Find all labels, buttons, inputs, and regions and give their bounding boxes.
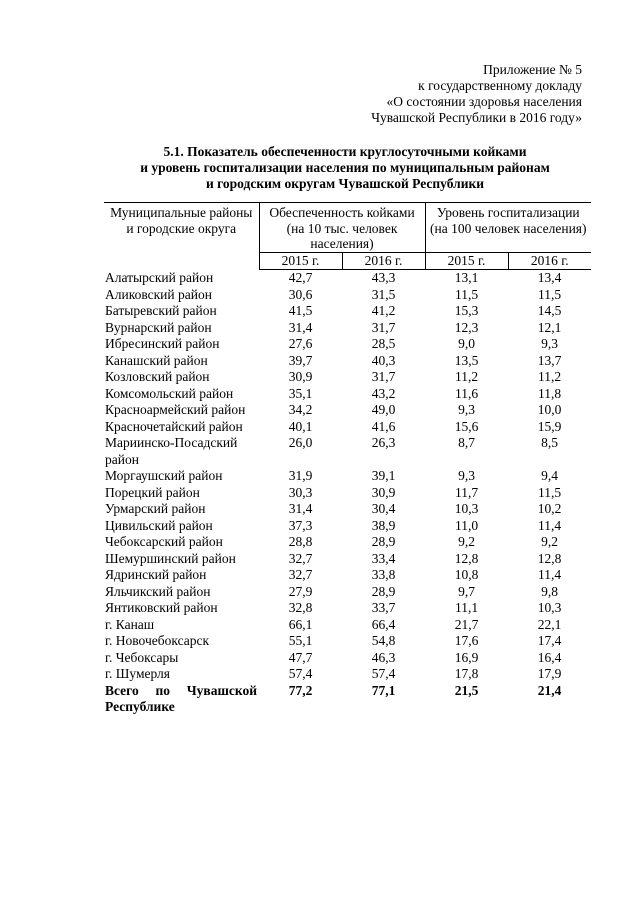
beds-2016-cell: 33,7 — [371, 600, 396, 615]
region-name-cell: Урмарский район — [105, 501, 206, 516]
hospitalization-2015-cell: 9,3 — [458, 468, 475, 483]
hospitalization-2015-cell: 9,3 — [458, 402, 475, 417]
region-name-cell: Мариинско-Посадский район — [105, 435, 238, 467]
beds-2016-cell: 31,7 — [371, 369, 396, 384]
beds-2016-cell: 31,7 — [371, 319, 396, 335]
title-line: и городским округам Чувашской Республики — [205, 176, 485, 191]
table-title — [104, 144, 586, 192]
header-year: 2015 г. — [425, 252, 508, 270]
hospitalization-2016-cell: 9,4 — [541, 468, 558, 483]
hospitalization-2015-cell: 15,6 — [454, 418, 479, 434]
region-name-cell: г. Канаш — [105, 616, 155, 632]
region-name-cell: г. Шумерля — [105, 666, 171, 681]
beds-2015-cell: 55,1 — [288, 633, 313, 648]
hospitalization-2016-cell: 9,3 — [541, 336, 558, 351]
table-row — [104, 551, 591, 568]
table-row — [104, 485, 591, 502]
table-row — [104, 567, 591, 584]
hospitalization-2016-cell: 13,4 — [537, 270, 562, 285]
region-name-cell: Красночетайский район — [105, 418, 243, 434]
beds-2016-cell: 57,4 — [371, 666, 396, 681]
total-row — [104, 683, 591, 716]
beds-2015-cell: 37,3 — [288, 517, 313, 533]
hospitalization-2016-cell: 11,5 — [537, 286, 562, 302]
table-row — [104, 353, 591, 370]
beds-2016-cell: 43,2 — [371, 385, 396, 401]
table-row — [104, 435, 591, 468]
beds-2016-cell: 28,9 — [371, 534, 396, 549]
table-row — [104, 386, 591, 403]
statistics-table — [104, 202, 591, 716]
hospitalization-2016-cell: 12,8 — [537, 550, 562, 566]
appendix-line: «О состоянии здоровья населения — [386, 94, 582, 109]
beds-2016-cell: 26,3 — [371, 435, 396, 450]
region-name-cell: Ядринский район — [105, 567, 207, 582]
hospitalization-2016-cell: 13,7 — [537, 352, 562, 368]
table-row — [104, 501, 591, 518]
hospitalization-2016-cell: 8,5 — [541, 435, 558, 450]
hospitalization-2016-cell: 21,4 — [537, 682, 562, 698]
header-year: 2016 г. — [508, 252, 591, 270]
hospitalization-2015-cell: 9,7 — [458, 583, 475, 599]
hospitalization-2015-cell: 12,3 — [454, 319, 479, 335]
beds-2015-cell: 30,3 — [288, 484, 313, 500]
region-name-cell: Всего по Чувашской Республике — [105, 682, 257, 714]
beds-2015-cell: 31,4 — [288, 319, 313, 335]
beds-2015-cell: 66,1 — [288, 616, 313, 632]
appendix-line: к государственному докладу — [418, 78, 582, 93]
hospitalization-2016-cell: 17,9 — [537, 666, 562, 681]
hospitalization-2016-cell: 16,4 — [537, 649, 562, 665]
hospitalization-2015-cell: 11,0 — [454, 517, 479, 533]
beds-2015-cell: 39,7 — [288, 352, 313, 368]
beds-2015-cell: 30,6 — [288, 286, 313, 302]
beds-2015-cell: 34,2 — [288, 402, 313, 417]
hospitalization-2016-cell: 15,9 — [537, 418, 562, 434]
region-name-cell: Цивильский район — [105, 517, 213, 533]
hospitalization-2016-cell: 11,4 — [537, 567, 562, 582]
table-row — [104, 584, 591, 601]
beds-2015-cell: 35,1 — [288, 385, 313, 401]
beds-2016-cell: 41,6 — [371, 418, 396, 434]
region-name-cell: Янтиковский район — [105, 600, 218, 615]
table-row — [104, 633, 591, 650]
hospitalization-2015-cell: 9,2 — [458, 534, 475, 549]
header-region: Муниципальные районы и городские округа — [104, 203, 259, 270]
title-line: и уровень госпитализации населения по муниципальным районам — [140, 160, 550, 175]
region-name-cell: Ибресинский район — [105, 336, 220, 351]
region-name-cell: Красноармейский район — [105, 402, 246, 417]
beds-2015-cell: 57,4 — [288, 666, 313, 681]
table-row — [104, 617, 591, 634]
beds-2015-cell: 30,9 — [288, 369, 313, 384]
hospitalization-2016-cell: 11,4 — [537, 517, 562, 533]
hospitalization-2016-cell: 14,5 — [537, 303, 562, 318]
beds-2015-cell: 32,7 — [288, 567, 313, 582]
beds-2016-cell: 77,1 — [371, 682, 396, 698]
region-name-cell: г. Чебоксары — [105, 649, 179, 665]
table-row — [104, 468, 591, 485]
table-row — [104, 402, 591, 419]
header-year: 2016 г. — [342, 252, 425, 270]
hospitalization-2015-cell: 11,7 — [454, 484, 479, 500]
header-beds: Обеспеченность койками (на 10 тыс. человек населения) — [259, 203, 425, 253]
hospitalization-2015-cell: 15,3 — [454, 303, 479, 318]
table-row — [104, 303, 591, 320]
beds-2015-cell: 40,1 — [288, 418, 313, 434]
hospitalization-2015-cell: 11,5 — [454, 286, 479, 302]
beds-2016-cell: 30,4 — [371, 501, 396, 516]
beds-2015-cell: 27,9 — [288, 583, 313, 599]
beds-2016-cell: 33,8 — [371, 567, 396, 582]
hospitalization-2015-cell: 21,5 — [454, 682, 479, 698]
hospitalization-2015-cell: 11,6 — [454, 385, 479, 401]
beds-2016-cell: 28,5 — [371, 336, 396, 351]
table-row — [104, 534, 591, 551]
hospitalization-2016-cell: 9,8 — [541, 583, 558, 599]
beds-2016-cell: 49,0 — [371, 402, 396, 417]
table-row — [104, 320, 591, 337]
hospitalization-2015-cell: 13,5 — [454, 352, 479, 368]
region-name-cell: Чебоксарский район — [105, 534, 223, 549]
region-name-cell: Алатырский район — [105, 269, 214, 285]
beds-2016-cell: 30,9 — [371, 484, 396, 500]
table-row — [104, 336, 591, 353]
hospitalization-2015-cell: 21,7 — [454, 616, 479, 632]
table-row — [104, 666, 591, 683]
beds-2016-cell: 46,3 — [371, 649, 396, 665]
beds-2016-cell: 41,2 — [371, 303, 396, 318]
hospitalization-2016-cell: 10,2 — [537, 501, 562, 516]
beds-2015-cell: 32,7 — [288, 550, 313, 566]
region-name-cell: Батыревский район — [105, 303, 217, 318]
beds-2015-cell: 31,9 — [288, 468, 313, 483]
appendix-line: Чувашской Республики в 2016 году» — [371, 110, 582, 125]
beds-2015-cell: 41,5 — [288, 303, 313, 318]
hospitalization-2016-cell: 11,5 — [537, 484, 562, 500]
beds-2016-cell: 40,3 — [371, 352, 396, 368]
hospitalization-2016-cell: 17,4 — [537, 633, 562, 648]
hospitalization-2015-cell: 16,9 — [454, 649, 479, 665]
hospitalization-2016-cell: 10,3 — [537, 600, 562, 615]
hospitalization-2015-cell: 8,7 — [458, 435, 475, 450]
table-row — [104, 369, 591, 386]
appendix-line: Приложение № 5 — [483, 62, 582, 77]
table-row — [104, 600, 591, 617]
header-hospitalization: Уровень госпитализации (на 100 человек населения) — [425, 203, 591, 253]
hospitalization-2015-cell: 9,0 — [458, 336, 475, 351]
beds-2016-cell: 43,3 — [371, 270, 396, 285]
hospitalization-2015-cell: 10,3 — [454, 501, 479, 516]
region-name-cell: Аликовский район — [105, 286, 212, 302]
hospitalization-2016-cell: 11,8 — [537, 385, 562, 401]
hospitalization-2015-cell: 11,1 — [454, 600, 479, 615]
hospitalization-2015-cell: 11,2 — [454, 369, 479, 384]
beds-2016-cell: 39,1 — [371, 468, 396, 483]
table-row — [104, 270, 591, 287]
appendix-header — [371, 62, 582, 126]
table-row — [104, 518, 591, 535]
beds-2016-cell: 54,8 — [371, 633, 396, 648]
beds-2016-cell: 38,9 — [371, 517, 396, 533]
region-name-cell: Порецкий район — [105, 484, 200, 500]
table-row — [104, 419, 591, 436]
hospitalization-2015-cell: 10,8 — [454, 567, 479, 582]
region-name-cell: Козловский район — [105, 369, 210, 384]
hospitalization-2015-cell: 13,1 — [454, 270, 479, 285]
table-row — [104, 650, 591, 667]
beds-2016-cell: 66,4 — [371, 616, 396, 632]
hospitalization-2015-cell: 17,6 — [454, 633, 479, 648]
beds-2015-cell: 28,8 — [288, 534, 313, 549]
hospitalization-2016-cell: 11,2 — [537, 369, 562, 384]
region-name-cell: Канашский район — [105, 352, 208, 368]
region-name-cell: Яльчикский район — [105, 583, 211, 599]
hospitalization-2015-cell: 17,8 — [454, 666, 479, 681]
table-row — [104, 287, 591, 304]
region-name-cell: Моргаушский район — [105, 468, 223, 483]
beds-2015-cell: 32,8 — [288, 600, 313, 615]
beds-2015-cell: 42,7 — [288, 270, 313, 285]
beds-2015-cell: 27,6 — [288, 336, 313, 351]
hospitalization-2016-cell: 10,0 — [537, 402, 562, 417]
hospitalization-2015-cell: 12,8 — [454, 550, 479, 566]
table-body — [104, 270, 591, 716]
hospitalization-2016-cell: 22,1 — [537, 616, 562, 632]
hospitalization-2016-cell: 9,2 — [541, 534, 558, 549]
hospitalization-2016-cell: 12,1 — [537, 319, 562, 335]
beds-2015-cell: 47,7 — [288, 649, 313, 665]
title-line: 5.1. Показатель обеспеченности круглосуточными койками — [163, 144, 527, 159]
region-name-cell: Комсомольский район — [105, 385, 234, 401]
region-name-cell: Вурнарский район — [105, 319, 212, 335]
beds-2015-cell: 26,0 — [288, 435, 313, 450]
region-name-cell: г. Новочебоксарск — [105, 633, 210, 648]
beds-2016-cell: 33,4 — [371, 550, 396, 566]
region-name-cell: Шемуршинский район — [105, 550, 236, 566]
header-year: 2015 г. — [259, 252, 342, 270]
beds-2015-cell: 31,4 — [288, 501, 313, 516]
beds-2016-cell: 31,5 — [371, 286, 396, 302]
beds-2015-cell: 77,2 — [288, 682, 313, 698]
beds-2016-cell: 28,9 — [371, 583, 396, 599]
